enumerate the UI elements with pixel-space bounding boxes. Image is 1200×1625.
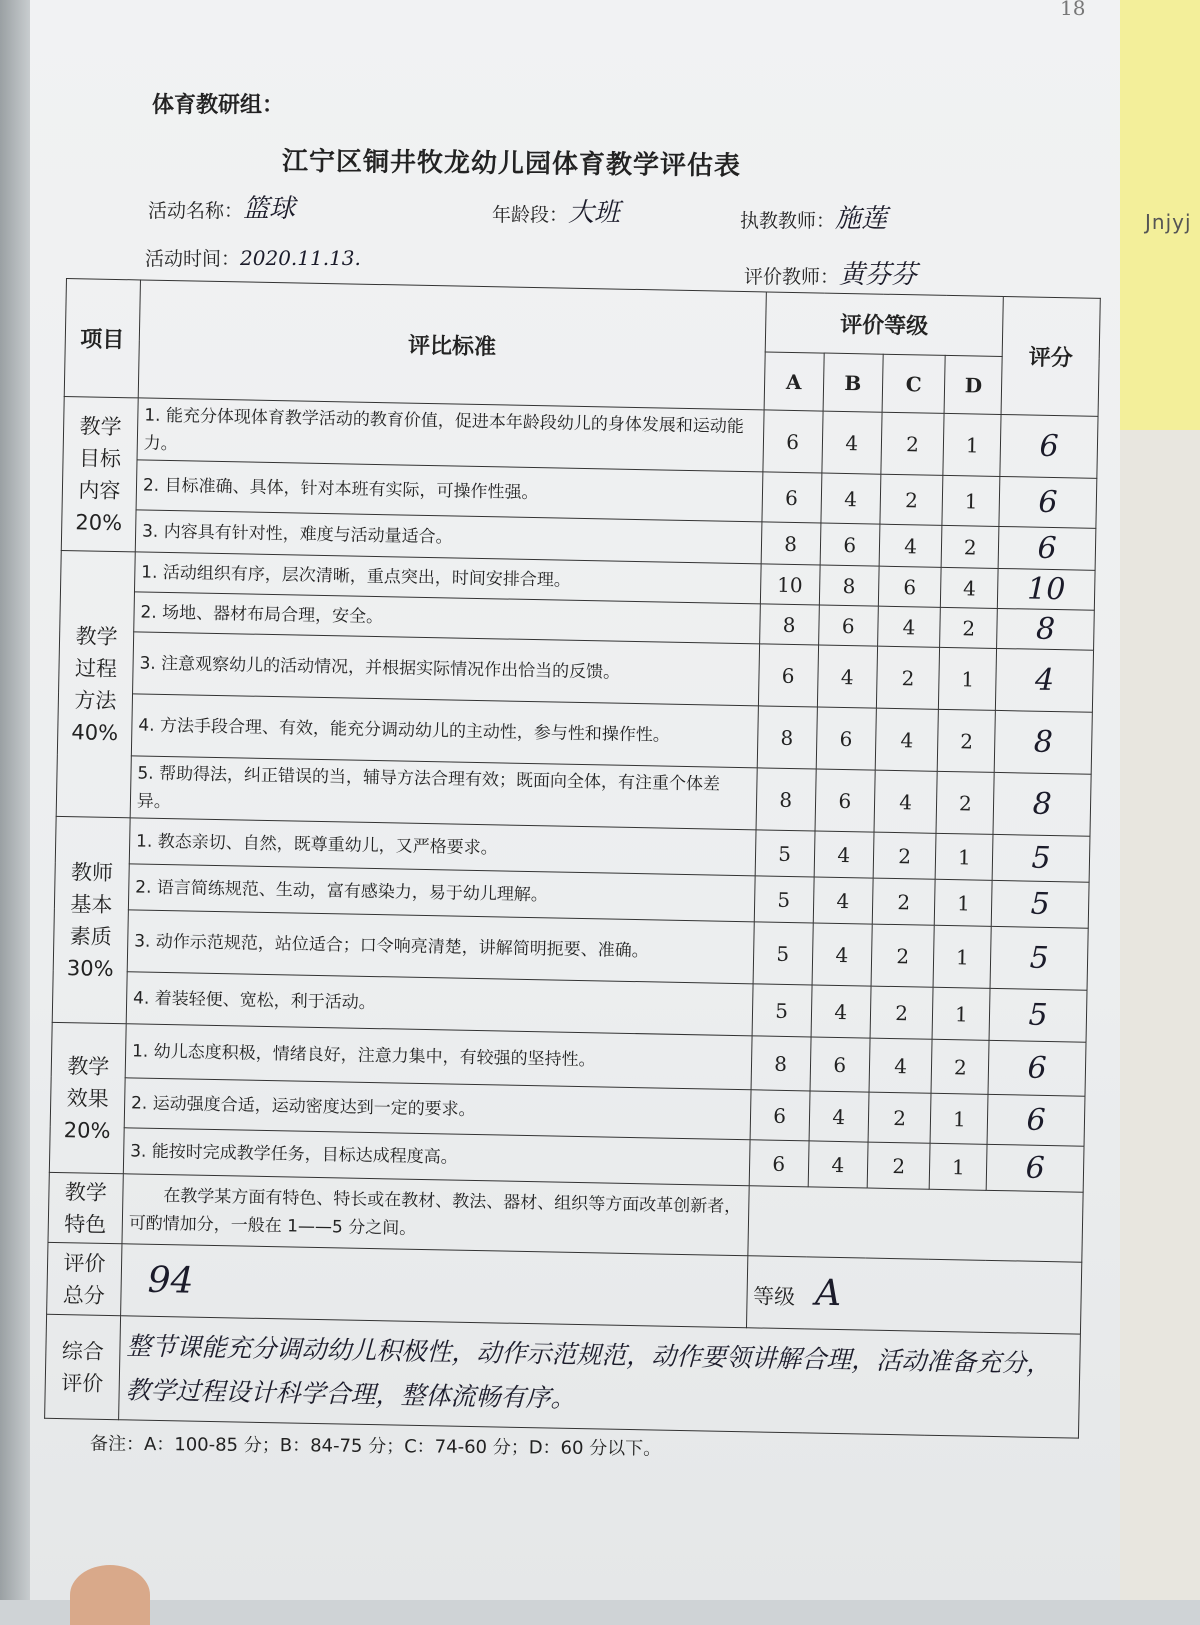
grade-d-value: 1 xyxy=(935,833,993,880)
grade-d-value: 1 xyxy=(930,1093,988,1144)
score-value: 6 xyxy=(999,476,1097,528)
grade-c-value: 2 xyxy=(881,412,945,475)
grade-b-value: 6 xyxy=(820,523,880,566)
grade-b-value: 6 xyxy=(810,1037,870,1092)
score-value: 5 xyxy=(989,988,1087,1042)
grade-a-value: 8 xyxy=(756,768,816,831)
score-value: 5 xyxy=(992,834,1090,882)
grade-c-value: 2 xyxy=(880,474,943,525)
grade-d-value: 1 xyxy=(930,1143,988,1190)
grade-b-value: 8 xyxy=(819,565,879,606)
grade-b-value: 4 xyxy=(811,985,871,1038)
sticky-note-text: Jnjyj xyxy=(1145,210,1192,234)
grade-d-value: 2 xyxy=(938,709,996,772)
criteria-text: 4. 方法手段合理、有效，能充分调动幼儿的主动性，参与性和操作性。 xyxy=(131,694,758,768)
category-label: 教学 过程 方法 40% xyxy=(56,550,135,817)
grade-a-value: 6 xyxy=(750,1090,810,1141)
time-value: 2020.11.13. xyxy=(240,246,361,270)
score-value: 6 xyxy=(998,526,1096,570)
grade-value: A xyxy=(814,1272,842,1315)
grade-a-value: 8 xyxy=(759,604,819,645)
grade-c-value: 2 xyxy=(876,646,940,709)
summary-label: 综合 评价 xyxy=(45,1314,121,1419)
grade-a-value: 5 xyxy=(753,922,813,985)
grade-cell xyxy=(746,1256,1082,1334)
grade-c-value: 2 xyxy=(872,878,935,925)
grade-b-value: 4 xyxy=(808,1141,868,1188)
grade-b-value: 4 xyxy=(817,645,877,708)
grade-b-value: 6 xyxy=(815,769,875,832)
category-label: 教师 基本 素质 30% xyxy=(52,816,130,1023)
grading-note: 备注：A：100-85 分；B：84-75 分；C：74-60 分；D：60 分以下。 xyxy=(89,1433,662,1460)
grade-b-value: 4 xyxy=(813,877,873,924)
grade-c-value: 2 xyxy=(868,1092,931,1143)
grade-d-value: 2 xyxy=(941,525,999,568)
time-field xyxy=(145,244,361,271)
grade-a-value: 5 xyxy=(752,984,812,1037)
feature-label: 教学 特色 xyxy=(48,1172,123,1243)
criteria-text: 3. 能按时完成教学任务，目标达成程度高。 xyxy=(123,1128,749,1186)
evaluator-label: 评价教师： xyxy=(744,266,840,288)
grade-b-value: 4 xyxy=(821,473,881,524)
grade-d-value: 1 xyxy=(942,475,1000,526)
activity-name-label: 活动名称： xyxy=(148,200,244,222)
grade-c-value: 2 xyxy=(871,924,935,987)
grade-d-value: 1 xyxy=(939,647,997,710)
group-label: 体育教研组： xyxy=(152,93,285,118)
grade-c-value: 4 xyxy=(869,1038,933,1093)
score-value: 6 xyxy=(986,1144,1084,1192)
summary-text: 整节课能充分调动幼儿积极性，动作示范规范，动作要领讲解合理，活动准备充分，教学过程设计科学合理，整体流畅有序。 xyxy=(119,1316,1081,1438)
grade-d-value: 1 xyxy=(933,925,991,988)
score-value: 5 xyxy=(991,880,1089,928)
criteria-text: 2. 场地、器材布局合理，安全。 xyxy=(134,592,760,644)
evaluation-table xyxy=(44,278,1101,1439)
teacher-label: 执教教师： xyxy=(740,210,836,232)
criteria-text: 2. 语言简练规范、生动，富有感染力，易于幼儿理解。 xyxy=(128,864,754,922)
score-value: 4 xyxy=(996,648,1094,712)
header-a: A xyxy=(764,352,824,411)
evaluator-value: 黄芬芬 xyxy=(839,260,918,290)
criteria-text: 1. 活动组织有序，层次清晰，重点突出，时间安排合理。 xyxy=(134,552,760,604)
total-value: 94 xyxy=(147,1259,194,1302)
score-value: 6 xyxy=(987,1094,1085,1146)
category-label: 教学 效果 20% xyxy=(49,1022,126,1173)
criteria-text: 5. 帮助得法，纠正错误的当，辅导方法合理有效；既面向全体，有注重个体差异。 xyxy=(130,756,757,830)
age-group-label: 年龄段： xyxy=(492,204,569,226)
grade-a-value: 5 xyxy=(754,876,814,923)
grade-d-value: 2 xyxy=(931,1039,989,1094)
criteria-text: 3. 注意观察幼儿的活动情况，并根据实际情况作出恰当的反馈。 xyxy=(132,632,759,706)
feature-score xyxy=(747,1186,1083,1262)
total-label: 评价 总分 xyxy=(47,1242,122,1315)
grade-d-value: 2 xyxy=(936,771,994,834)
page-number: 18 xyxy=(1060,0,1086,20)
criteria-text: 1. 能充分体现体育教学活动的教育价值，促进本年龄段幼儿的身体发展和运动能力。 xyxy=(137,398,764,472)
criteria-text: 3. 内容具有针对性，难度与活动量适合。 xyxy=(135,510,761,564)
grade-a-value: 6 xyxy=(749,1140,809,1187)
grade-c-value: 4 xyxy=(875,708,939,771)
score-value: 8 xyxy=(994,710,1092,774)
age-group-field xyxy=(492,192,620,229)
criteria-body xyxy=(49,396,1098,1192)
grade-a-value: 5 xyxy=(755,830,815,877)
grade-a-value: 8 xyxy=(757,706,817,769)
grade-c-value: 4 xyxy=(879,524,942,567)
teacher-field xyxy=(740,198,887,235)
grade-c-value: 6 xyxy=(878,566,941,607)
criteria-text: 2. 运动强度合适，运动密度达到一定的要求。 xyxy=(124,1078,750,1140)
header-b: B xyxy=(823,353,883,412)
criteria-text: 2. 目标准确、具体，针对本班有实际，可操作性强。 xyxy=(136,460,762,522)
form-title: 江宁区铜井牧龙幼儿园体育教学评估表 xyxy=(281,146,742,182)
age-group-value: 大班 xyxy=(568,198,621,228)
grade-a-value: 6 xyxy=(761,472,821,523)
total-value-cell xyxy=(121,1244,748,1328)
grade-c-value: 2 xyxy=(870,986,934,1039)
grade-c-value: 2 xyxy=(873,832,936,879)
score-value: 5 xyxy=(990,926,1088,990)
grade-a-value: 10 xyxy=(760,564,820,605)
category-label: 教学 目标 内容 20% xyxy=(61,396,138,551)
grade-b-value: 4 xyxy=(812,923,872,986)
grade-d-value: 1 xyxy=(932,987,990,1040)
grade-a-value: 6 xyxy=(758,644,818,707)
grade-b-value: 4 xyxy=(814,831,874,878)
teacher-value: 施莲 xyxy=(835,204,888,234)
header-grade: 评价等级 xyxy=(765,292,1004,357)
score-value: 6 xyxy=(988,1040,1086,1096)
grade-b-value: 4 xyxy=(809,1091,869,1142)
time-label: 活动时间： xyxy=(145,248,241,270)
grade-d-value: 1 xyxy=(935,879,993,926)
criteria-text: 4. 着装轻便、宽松，利于活动。 xyxy=(126,972,752,1036)
feature-text: 在教学某方面有特色、特长或在教材、教法、器材、组织等方面改革创新者，可酌情加分，一般在 1——5 分之间。 xyxy=(122,1174,749,1256)
score-value: 8 xyxy=(997,608,1095,650)
criteria-text: 3. 动作示范规范，站位适合；口令响亮清楚，讲解简明扼要、准确。 xyxy=(127,910,754,984)
grade-c-value: 4 xyxy=(877,606,940,647)
header-item: 项目 xyxy=(64,279,140,398)
grade-d-value: 4 xyxy=(941,567,999,608)
grade-label: 等级 xyxy=(752,1284,796,1310)
score-value: 10 xyxy=(998,568,1096,610)
grade-a-value: 6 xyxy=(762,410,822,473)
thumb xyxy=(70,1565,150,1625)
criteria-text: 1. 幼儿态度积极，情绪良好，注意力集中，有较强的坚持性。 xyxy=(125,1024,752,1090)
grade-b-value: 4 xyxy=(822,411,882,474)
activity-name-field xyxy=(148,188,295,225)
score-value: 8 xyxy=(993,772,1091,836)
grade-d-value: 1 xyxy=(943,413,1001,476)
activity-name-value: 篮球 xyxy=(243,194,296,224)
grade-c-value: 2 xyxy=(867,1142,930,1189)
header-c: C xyxy=(882,354,946,413)
header-score: 评分 xyxy=(1001,297,1100,417)
grade-a-value: 8 xyxy=(761,522,821,565)
grade-c-value: 4 xyxy=(874,770,938,833)
grade-b-value: 6 xyxy=(818,605,878,646)
grade-d-value: 2 xyxy=(940,607,998,648)
header-criteria: 评比标准 xyxy=(138,280,766,410)
criteria-text: 1. 教态亲切、自然，既尊重幼儿，又严格要求。 xyxy=(129,818,755,876)
score-value: 6 xyxy=(1000,414,1098,478)
header-d: D xyxy=(944,355,1002,414)
evaluator-field xyxy=(744,254,917,291)
grade-b-value: 6 xyxy=(816,707,876,770)
grade-a-value: 8 xyxy=(751,1036,811,1091)
